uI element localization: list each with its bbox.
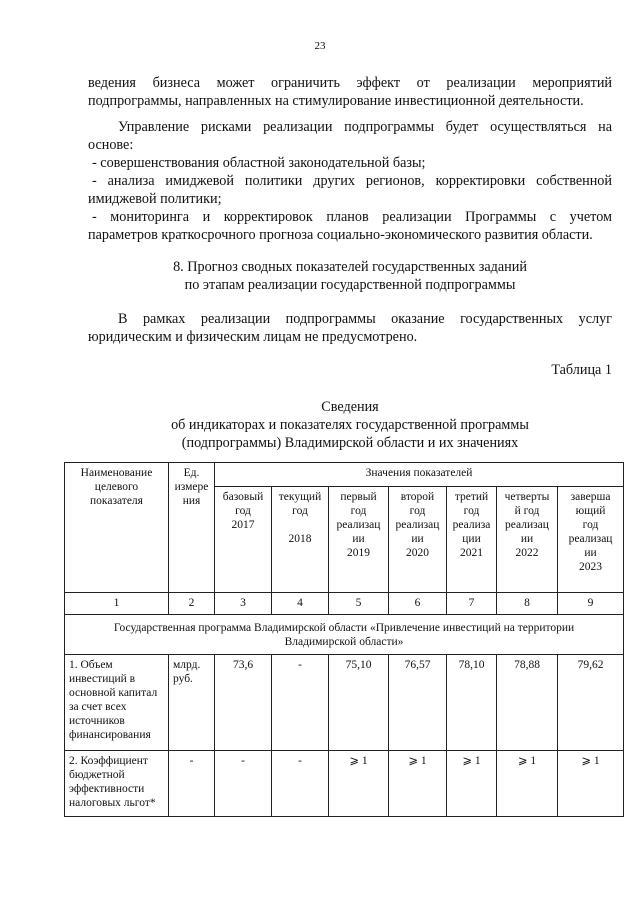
value-cell: ⩾ 1 (447, 751, 497, 817)
value-cell: 75,10 (329, 655, 389, 751)
value-cell: 78,10 (447, 655, 497, 751)
column-number: 9 (558, 593, 624, 615)
list-item: - мониторинга и корректировок планов реализации Программы с учетом (92, 209, 612, 225)
column-number: 4 (272, 593, 329, 615)
header-unit: Ед. измере ния (169, 463, 215, 593)
value-cell: ⩾ 1 (558, 751, 624, 817)
table-row (65, 751, 624, 817)
column-number: 2 (169, 593, 215, 615)
value-cell: - (272, 751, 329, 817)
header-values-title: Значения показателей (215, 463, 624, 487)
value-cell: ⩾ 1 (329, 751, 389, 817)
value-cell: ⩾ 1 (497, 751, 558, 817)
page-number: 23 (314, 40, 326, 52)
value-cell: ⩾ 1 (389, 751, 447, 817)
header-year: первый год реализац ии 2019 (329, 487, 389, 593)
section-title: 8. Прогноз сводных показателей государственных заданий (173, 259, 527, 275)
header-year: базовый год 2017 (215, 487, 272, 593)
header-year: третий год реализа ции 2021 (447, 487, 497, 593)
header-year: второй год реализац ии 2020 (389, 487, 447, 593)
table-label: Таблица 1 (551, 362, 612, 378)
indicator-unit: - (169, 751, 215, 817)
paragraph-line: подпрограммы, направленных на стимулирование инвестиционной деятельности. (88, 93, 584, 109)
value-cell: - (215, 751, 272, 817)
column-number: 6 (389, 593, 447, 615)
column-number: 3 (215, 593, 272, 615)
column-number: 7 (447, 593, 497, 615)
value-cell: 76,57 (389, 655, 447, 751)
section-body: юридическим и физическим лицам не предусмотрено. (88, 329, 418, 345)
paragraph-line: имиджевой политики; (88, 191, 222, 207)
list-item: - совершенствования областной законодательной базы; (92, 155, 426, 171)
header-year: текущий год 2018 (272, 487, 329, 593)
indicator-name: 1. Объем инвестиций в основной капитал за счет всех источников финансирования (65, 655, 169, 751)
value-cell: 73,6 (215, 655, 272, 751)
paragraph-line: основе: (88, 137, 134, 153)
section-body: В рамках реализации подпрограммы оказание государственных услуг (118, 311, 612, 327)
indicator-name: 2. Коэффициент бюджетной эффективности налоговых льгот* (65, 751, 169, 817)
value-cell: 78,88 (497, 655, 558, 751)
table-row (65, 655, 624, 751)
header-name: Наименование целевого показателя (65, 463, 169, 593)
column-number: 8 (497, 593, 558, 615)
paragraph-line: параметров краткосрочного прогноза социально-экономического развития области. (88, 227, 593, 243)
indicator-unit: млрд. руб. (169, 655, 215, 751)
list-item: - анализа имиджевой политики других регионов, корректировки собственной (92, 173, 612, 189)
paragraph-line: Управление рисками реализации подпрограммы будет осуществляться на (118, 119, 612, 135)
paragraph-line: ведения бизнеса может ограничить эффект от реализации мероприятий (88, 75, 612, 91)
program-title: Государственная программа Владимирской области «Привлечение инвестиций на территории Владимирской области» (65, 615, 624, 655)
value-cell: 79,62 (558, 655, 624, 751)
table-caption: Сведения об индикаторах и показателях государственной программы (подпрограммы) Владимирской области и их значениях (171, 399, 529, 451)
section-title: по этапам реализации государственной подпрограммы (184, 277, 516, 293)
column-number: 5 (329, 593, 389, 615)
value-cell: - (272, 655, 329, 751)
indicators-table (64, 462, 624, 817)
column-number: 1 (65, 593, 169, 615)
header-year: четверты й год реализац ии 2022 (497, 487, 558, 593)
header-year: заверша ющий год реализац ии 2023 (558, 487, 624, 593)
